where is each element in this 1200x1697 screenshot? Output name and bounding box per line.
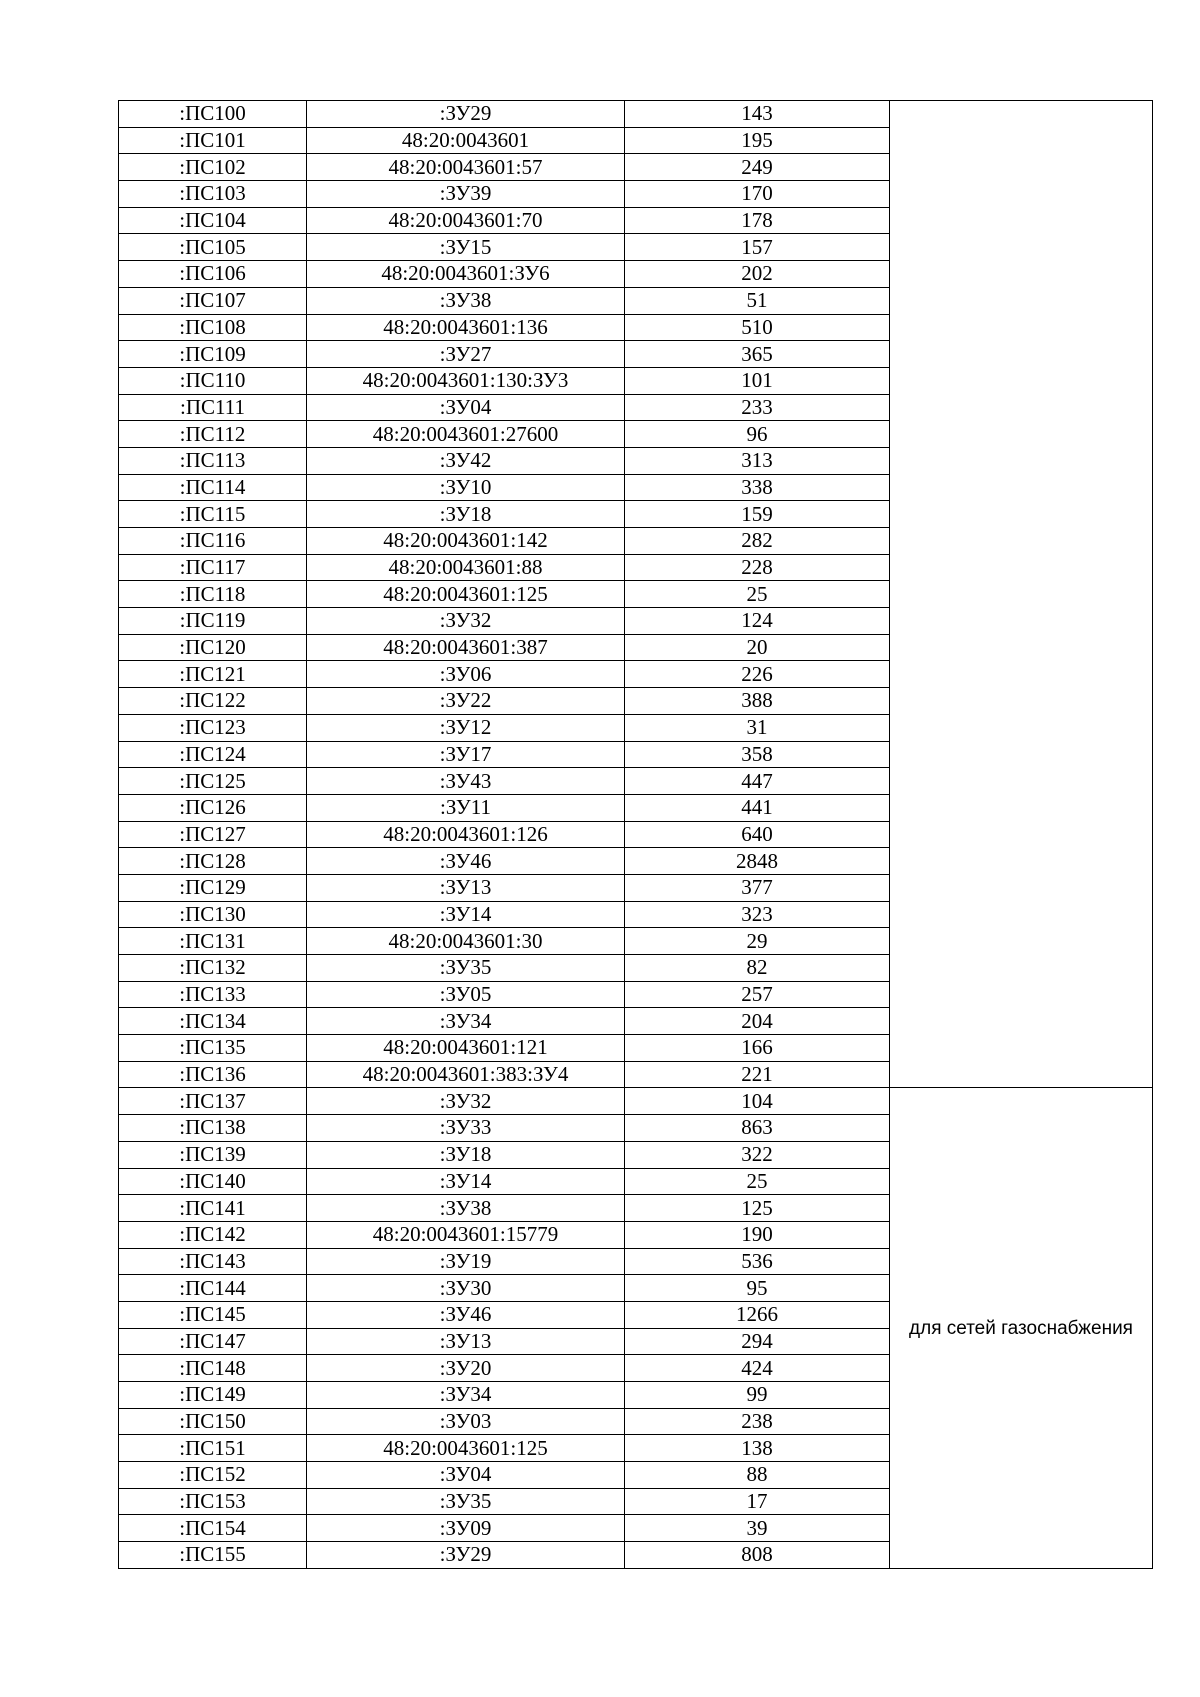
cadastral-number-cell: 48:20:0043601 <box>307 127 625 154</box>
area-cell: 640 <box>625 821 890 848</box>
plot-id-cell: :ПС153 <box>119 1488 307 1515</box>
plot-id-cell: :ПС140 <box>119 1168 307 1195</box>
cadastral-number-cell: :ЗУ17 <box>307 741 625 768</box>
plot-id-cell: :ПС120 <box>119 634 307 661</box>
table-row <box>119 101 1153 128</box>
plot-id-cell: :ПС105 <box>119 234 307 261</box>
area-cell: 178 <box>625 207 890 234</box>
area-cell: 228 <box>625 554 890 581</box>
plot-id-cell: :ПС127 <box>119 821 307 848</box>
area-cell: 536 <box>625 1248 890 1275</box>
cadastral-number-cell: :ЗУ13 <box>307 874 625 901</box>
plot-id-cell: :ПС142 <box>119 1221 307 1248</box>
plot-id-cell: :ПС128 <box>119 848 307 875</box>
plot-id-cell: :ПС139 <box>119 1141 307 1168</box>
plot-id-cell: :ПС124 <box>119 741 307 768</box>
area-cell: 233 <box>625 394 890 421</box>
plot-id-cell: :ПС123 <box>119 714 307 741</box>
area-cell: 338 <box>625 474 890 501</box>
plot-id-cell: :ПС131 <box>119 928 307 955</box>
cadastral-number-cell: 48:20:0043601:88 <box>307 554 625 581</box>
area-cell: 124 <box>625 608 890 635</box>
area-cell: 313 <box>625 447 890 474</box>
cadastral-number-cell: 48:20:0043601:15779 <box>307 1221 625 1248</box>
area-cell: 82 <box>625 955 890 982</box>
area-cell: 257 <box>625 981 890 1008</box>
area-cell: 221 <box>625 1061 890 1088</box>
area-cell: 31 <box>625 714 890 741</box>
cadastral-number-cell: :ЗУ32 <box>307 608 625 635</box>
plot-id-cell: :ПС117 <box>119 554 307 581</box>
plot-id-cell: :ПС103 <box>119 181 307 208</box>
cadastral-number-cell: :ЗУ34 <box>307 1382 625 1409</box>
plot-id-cell: :ПС110 <box>119 367 307 394</box>
plot-id-cell: :ПС155 <box>119 1542 307 1569</box>
area-cell: 166 <box>625 1035 890 1062</box>
area-cell: 25 <box>625 581 890 608</box>
plot-id-cell: :ПС138 <box>119 1115 307 1142</box>
area-cell: 365 <box>625 341 890 368</box>
area-cell: 157 <box>625 234 890 261</box>
cadastral-number-cell: 48:20:0043601:383:ЗУ4 <box>307 1061 625 1088</box>
area-cell: 20 <box>625 634 890 661</box>
plot-id-cell: :ПС104 <box>119 207 307 234</box>
plot-id-cell: :ПС150 <box>119 1408 307 1435</box>
area-cell: 104 <box>625 1088 890 1115</box>
plot-id-cell: :ПС134 <box>119 1008 307 1035</box>
cadastral-number-cell: :ЗУ18 <box>307 1141 625 1168</box>
purpose-cell: для сетей газоснабжения <box>890 1088 1153 1568</box>
cadastral-number-cell: 48:20:0043601:387 <box>307 634 625 661</box>
cadastral-number-cell: :ЗУ27 <box>307 341 625 368</box>
plot-id-cell: :ПС130 <box>119 901 307 928</box>
plot-id-cell: :ПС133 <box>119 981 307 1008</box>
plot-id-cell: :ПС107 <box>119 287 307 314</box>
cadastral-number-cell: :ЗУ33 <box>307 1115 625 1142</box>
cadastral-number-cell: :ЗУ03 <box>307 1408 625 1435</box>
cadastral-number-cell: :ЗУ09 <box>307 1515 625 1542</box>
cadastral-number-cell: :ЗУ29 <box>307 101 625 128</box>
cadastral-number-cell: 48:20:0043601:142 <box>307 528 625 555</box>
area-cell: 238 <box>625 1408 890 1435</box>
cadastral-number-cell: :ЗУ05 <box>307 981 625 1008</box>
area-cell: 51 <box>625 287 890 314</box>
area-cell: 195 <box>625 127 890 154</box>
cadastral-number-cell: :ЗУ38 <box>307 1195 625 1222</box>
cadastral-number-cell: :ЗУ30 <box>307 1275 625 1302</box>
cadastral-number-cell: :ЗУ32 <box>307 1088 625 1115</box>
plot-id-cell: :ПС115 <box>119 501 307 528</box>
cadastral-number-cell: :ЗУ13 <box>307 1328 625 1355</box>
cadastral-number-cell: :ЗУ22 <box>307 688 625 715</box>
cadastral-number-cell: :ЗУ04 <box>307 1462 625 1489</box>
area-cell: 39 <box>625 1515 890 1542</box>
cadastral-number-cell: :ЗУ19 <box>307 1248 625 1275</box>
cadastral-number-cell: :ЗУ35 <box>307 955 625 982</box>
plot-id-cell: :ПС141 <box>119 1195 307 1222</box>
area-cell: 377 <box>625 874 890 901</box>
area-cell: 101 <box>625 367 890 394</box>
cadastral-number-cell: 48:20:0043601:125 <box>307 1435 625 1462</box>
cadastral-number-cell: :ЗУ12 <box>307 714 625 741</box>
plot-id-cell: :ПС108 <box>119 314 307 341</box>
area-cell: 358 <box>625 741 890 768</box>
area-cell: 441 <box>625 794 890 821</box>
plot-id-cell: :ПС106 <box>119 261 307 288</box>
cadastral-number-cell: :ЗУ15 <box>307 234 625 261</box>
plot-id-cell: :ПС125 <box>119 768 307 795</box>
plot-id-cell: :ПС144 <box>119 1275 307 1302</box>
area-cell: 17 <box>625 1488 890 1515</box>
area-cell: 138 <box>625 1435 890 1462</box>
plot-id-cell: :ПС152 <box>119 1462 307 1489</box>
area-cell: 282 <box>625 528 890 555</box>
plot-id-cell: :ПС132 <box>119 955 307 982</box>
cadastral-number-cell: :ЗУ34 <box>307 1008 625 1035</box>
plot-id-cell: :ПС147 <box>119 1328 307 1355</box>
area-cell: 2848 <box>625 848 890 875</box>
table-row <box>119 1088 1153 1115</box>
area-cell: 323 <box>625 901 890 928</box>
area-cell: 99 <box>625 1382 890 1409</box>
area-cell: 143 <box>625 101 890 128</box>
area-cell: 204 <box>625 1008 890 1035</box>
purpose-cell <box>890 101 1153 1088</box>
cadastral-number-cell: :ЗУ29 <box>307 1542 625 1569</box>
plot-id-cell: :ПС137 <box>119 1088 307 1115</box>
plot-id-cell: :ПС151 <box>119 1435 307 1462</box>
area-cell: 447 <box>625 768 890 795</box>
area-cell: 190 <box>625 1221 890 1248</box>
plot-id-cell: :ПС102 <box>119 154 307 181</box>
area-cell: 125 <box>625 1195 890 1222</box>
plot-id-cell: :ПС100 <box>119 101 307 128</box>
cadastral-number-cell: :ЗУ42 <box>307 447 625 474</box>
plot-id-cell: :ПС148 <box>119 1355 307 1382</box>
cadastral-number-cell: :ЗУ46 <box>307 848 625 875</box>
plot-id-cell: :ПС135 <box>119 1035 307 1062</box>
plot-id-cell: :ПС145 <box>119 1301 307 1328</box>
area-cell: 226 <box>625 661 890 688</box>
area-cell: 249 <box>625 154 890 181</box>
plot-id-cell: :ПС149 <box>119 1382 307 1409</box>
plot-id-cell: :ПС126 <box>119 794 307 821</box>
plot-id-cell: :ПС111 <box>119 394 307 421</box>
area-cell: 29 <box>625 928 890 955</box>
area-cell: 808 <box>625 1542 890 1569</box>
cadastral-number-cell: :ЗУ04 <box>307 394 625 421</box>
plot-id-cell: :ПС116 <box>119 528 307 555</box>
cadastral-number-cell: 48:20:0043601:126 <box>307 821 625 848</box>
cadastral-number-cell: 48:20:0043601:27600 <box>307 421 625 448</box>
plot-id-cell: :ПС154 <box>119 1515 307 1542</box>
easement-table <box>118 100 1153 1569</box>
cadastral-number-cell: :ЗУ14 <box>307 901 625 928</box>
area-cell: 294 <box>625 1328 890 1355</box>
cadastral-number-cell: :ЗУ18 <box>307 501 625 528</box>
cadastral-number-cell: :ЗУ46 <box>307 1301 625 1328</box>
area-cell: 1266 <box>625 1301 890 1328</box>
cadastral-number-cell: :ЗУ10 <box>307 474 625 501</box>
plot-id-cell: :ПС121 <box>119 661 307 688</box>
cadastral-number-cell: 48:20:0043601:57 <box>307 154 625 181</box>
plot-id-cell: :ПС101 <box>119 127 307 154</box>
cadastral-number-cell: :ЗУ06 <box>307 661 625 688</box>
plot-id-cell: :ПС136 <box>119 1061 307 1088</box>
plot-id-cell: :ПС112 <box>119 421 307 448</box>
plot-id-cell: :ПС118 <box>119 581 307 608</box>
plot-id-cell: :ПС109 <box>119 341 307 368</box>
cadastral-number-cell: :ЗУ39 <box>307 181 625 208</box>
cadastral-number-cell: 48:20:0043601:30 <box>307 928 625 955</box>
area-cell: 170 <box>625 181 890 208</box>
area-cell: 510 <box>625 314 890 341</box>
cadastral-number-cell: :ЗУ43 <box>307 768 625 795</box>
area-cell: 96 <box>625 421 890 448</box>
cadastral-number-cell: :ЗУ11 <box>307 794 625 821</box>
area-cell: 25 <box>625 1168 890 1195</box>
cadastral-number-cell: 48:20:0043601:136 <box>307 314 625 341</box>
cadastral-number-cell: 48:20:0043601:130:ЗУ3 <box>307 367 625 394</box>
cadastral-number-cell: :ЗУ38 <box>307 287 625 314</box>
cadastral-number-cell: 48:20:0043601:121 <box>307 1035 625 1062</box>
plot-id-cell: :ПС119 <box>119 608 307 635</box>
cadastral-number-cell: :ЗУ20 <box>307 1355 625 1382</box>
cadastral-number-cell: 48:20:0043601:125 <box>307 581 625 608</box>
plot-id-cell: :ПС143 <box>119 1248 307 1275</box>
area-cell: 159 <box>625 501 890 528</box>
area-cell: 388 <box>625 688 890 715</box>
plot-id-cell: :ПС114 <box>119 474 307 501</box>
cadastral-number-cell: :ЗУ14 <box>307 1168 625 1195</box>
table-body <box>119 101 1153 1569</box>
area-cell: 424 <box>625 1355 890 1382</box>
area-cell: 322 <box>625 1141 890 1168</box>
plot-id-cell: :ПС122 <box>119 688 307 715</box>
cadastral-number-cell: 48:20:0043601:ЗУ6 <box>307 261 625 288</box>
cadastral-number-cell: :ЗУ35 <box>307 1488 625 1515</box>
plot-id-cell: :ПС113 <box>119 447 307 474</box>
cadastral-number-cell: 48:20:0043601:70 <box>307 207 625 234</box>
area-cell: 88 <box>625 1462 890 1489</box>
area-cell: 95 <box>625 1275 890 1302</box>
area-cell: 202 <box>625 261 890 288</box>
plot-id-cell: :ПС129 <box>119 874 307 901</box>
area-cell: 863 <box>625 1115 890 1142</box>
